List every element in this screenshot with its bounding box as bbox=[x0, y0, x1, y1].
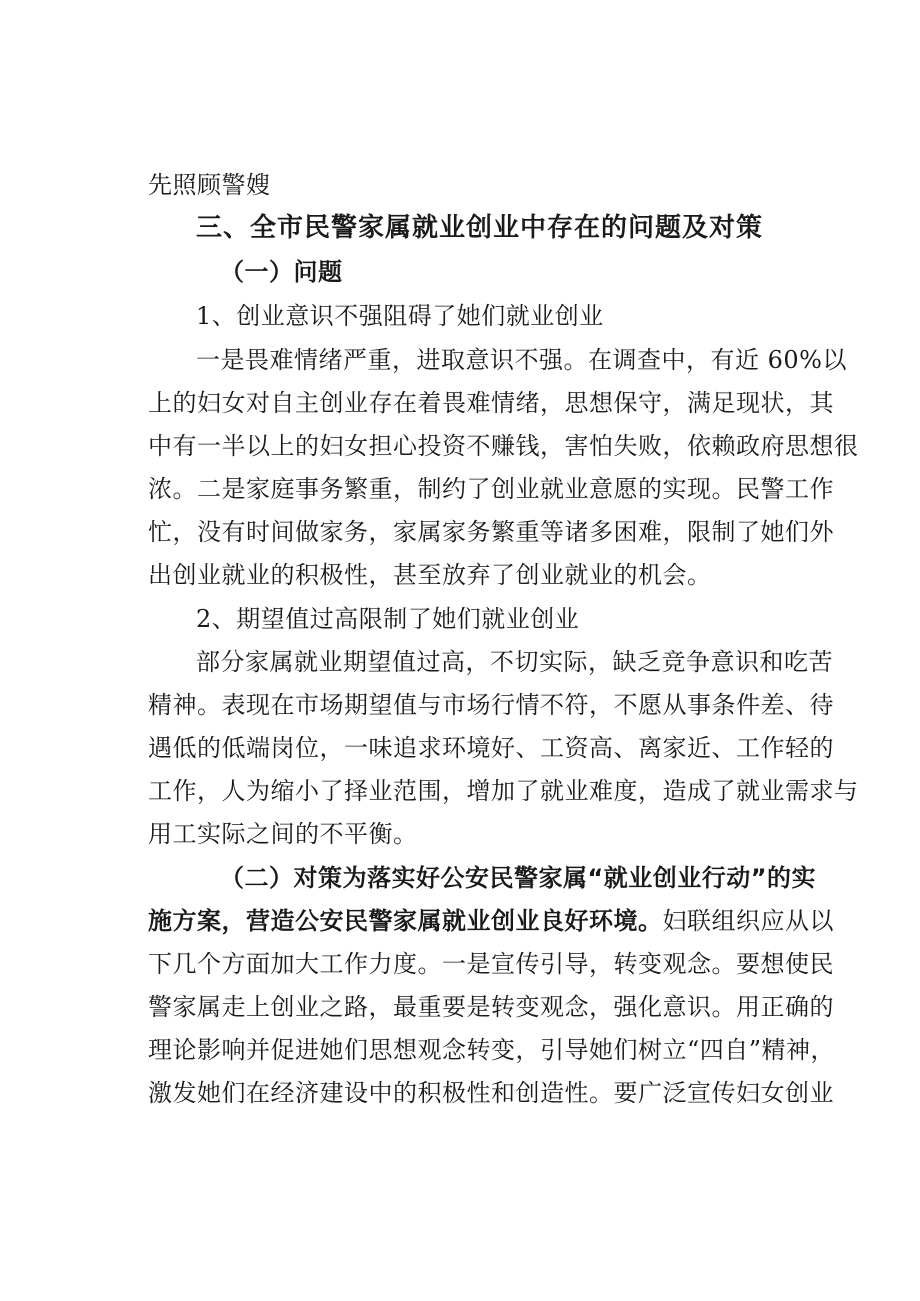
paragraph-line: 中有一半以上的妇女担心投资不赚钱，害怕失败，依赖政府思想很 bbox=[148, 432, 859, 460]
paragraph-line: 上的妇女对自主创业存在着畏难情绪，思想保守，满足现状，其 bbox=[148, 389, 834, 417]
paragraph-line: 精神。表现在市场期望值与市场行情不符，不愿从事条件差、待 bbox=[148, 691, 834, 719]
paragraph-line: 出创业就业的积极性，甚至放弃了创业就业的机会。 bbox=[148, 561, 712, 589]
item-heading: 2、期望值过高限制了她们就业创业 bbox=[196, 605, 580, 633]
paragraph-line: 理论影响并促进她们思想观念转变，引导她们树立“四自”精神， bbox=[148, 1036, 836, 1064]
bold-lead-text: 施方案，营造公安民警家属就业创业良好环境。 bbox=[148, 907, 663, 935]
paragraph-line: 浓。二是家庭事务繁重，制约了创业就业意愿的实现。民警工作 bbox=[148, 475, 834, 503]
paragraph-line: 激发她们在经济建设中的积极性和创造性。要广泛宣传妇女创业 bbox=[148, 1079, 834, 1107]
paragraph-line: 工作，人为缩小了择业范围，增加了就业难度，造成了就业需求与 bbox=[148, 777, 859, 805]
paragraph-line: 部分家属就业期望值过高，不切实际，缺乏竞争意识和吃苦 bbox=[196, 648, 833, 676]
paragraph-text: 妇联组织应从以 bbox=[662, 907, 834, 935]
section-heading: 三、全市民警家属就业创业中存在的问题及对策 bbox=[196, 213, 764, 243]
paragraph-line: 遇低的低端岗位，一味追求环境好、工资高、离家近、工作轻的 bbox=[148, 734, 834, 762]
paragraph-line: 下几个方面加大工作力度。一是宣传引导，转变观念。要想使民 bbox=[148, 950, 834, 978]
paragraph-line: 一是畏难情绪严重，进取意识不强。在调查中，有近 60%以 bbox=[196, 346, 847, 374]
paragraph-line: 忙，没有时间做家务，家属家务繁重等诸多困难，限制了她们外 bbox=[148, 518, 834, 546]
paragraph-line: 用工实际之间的不平衡。 bbox=[148, 820, 418, 848]
paragraph-line bbox=[148, 901, 834, 941]
paragraph-line: 先照顾警嫂 bbox=[148, 171, 271, 199]
paragraph-line: 警家属走上创业之路，最重要是转变观念，强化意识。用正确的 bbox=[148, 993, 834, 1021]
item-heading: 1、创业意识不强阻碍了她们就业创业 bbox=[196, 302, 604, 330]
subsection-heading: （二）对策为落实好公安民警家属“就业创业行动”的实 bbox=[220, 864, 817, 892]
subsection-heading: （一）问题 bbox=[220, 258, 343, 286]
